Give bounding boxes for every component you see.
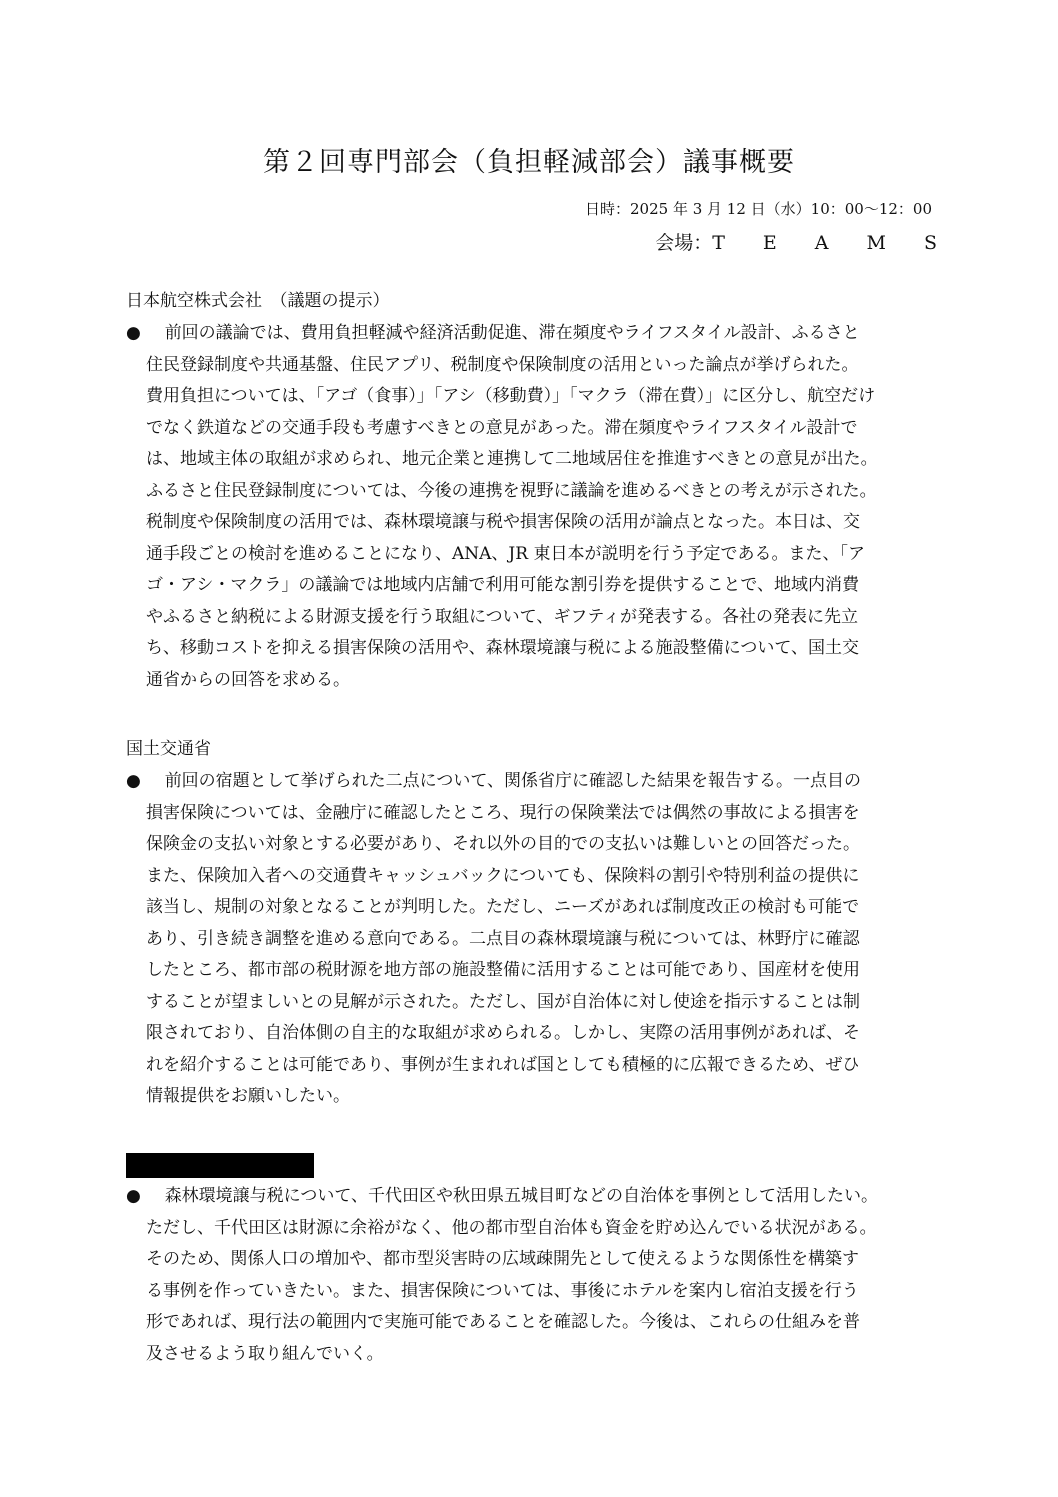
text-line: は、地域主体の取組が求められ、地元企業と連携して二地域居住を推進すべきとの意見が出た。 xyxy=(146,449,878,469)
text-line: 前回の議論では、費用負担軽減や経済活動促進、滞在頻度やライフスタイル設計、ふるさと xyxy=(164,323,860,343)
text-line: また、保険加入者への交通費キャッシュバックについても、保険料の割引や特別利益の提供に xyxy=(146,865,860,886)
text-line: 形であれば、現行法の範囲内で実施可能であることを確認した。今後は、これらの仕組みを普 xyxy=(146,1312,860,1332)
text-line: することが望ましいとの見解が示された。ただし、国が自治体に対し使途を指示することは制 xyxy=(146,991,860,1012)
text-line: 住民登録制度や共通基盤、住民アプリ、税制度や保険制度の活用といった論点が挙げられた。 xyxy=(146,354,859,375)
statement xyxy=(126,766,938,1113)
text-line: あり、引き続き調整を進める意向である。二点目の森林環境譲与税については、林野庁に確認 xyxy=(146,928,860,949)
text-line: 前回の宿題として挙げられた二点について、関係省庁に確認した結果を報告する。一点目の xyxy=(164,771,862,791)
venue-letter: A xyxy=(814,232,829,254)
meeting-venue xyxy=(655,228,937,255)
text-line: 森林環境譲与税について、千代田区や秋田県五城目町などの自治体を事例として活用したい。 xyxy=(164,1186,879,1206)
bullet-icon: ● xyxy=(126,771,141,791)
text-line: でなく鉄道などの交通手段も考慮すべきとの意見があった。滞在頻度やライフスタイル設計で xyxy=(146,417,858,438)
document-title: 第２回専門部会（負担軽減部会）議事概要 xyxy=(263,147,795,178)
text-line: ち、移動コストを抑える損害保険の活用や、森林環境譲与税による施設整備について、国土交 xyxy=(146,638,859,658)
statement xyxy=(126,1181,938,1370)
venue-letter: M xyxy=(866,232,886,254)
venue-letter: S xyxy=(923,232,937,254)
text-line: 情報提供をお願いしたい。 xyxy=(146,1086,350,1106)
section-redacted xyxy=(126,1150,938,1370)
text-line: 該当し、規制の対象となることが判明した。ただし、ニーズがあれば制度改正の検討も可能で xyxy=(146,897,860,917)
text-line: れを紹介することは可能であり、事例が生まれれば国としても積極的に広報できるため、ぜひ xyxy=(146,1054,860,1075)
text-line: る事例を作っていきたい。また、損害保険については、事後にホテルを案内し宿泊支援を行う xyxy=(146,1280,859,1301)
text-line: したところ、都市部の税財源を地方部の施設整備に活用することは可能であり、国産材を使用 xyxy=(146,960,860,980)
redacted-speaker-bar xyxy=(126,1153,314,1178)
meeting-date: 日時：2025 年 3 月 12 日（水）10：00～12：00 xyxy=(585,200,932,218)
text-line: 通省からの回答を求める。 xyxy=(146,669,350,690)
text-line: 及させるよう取り組んでいく。 xyxy=(146,1343,384,1364)
statement-text xyxy=(146,318,938,696)
speaker-name: 日本航空株式会社 （議題の提示） xyxy=(126,291,390,311)
text-line: ふるさと住民登録制度については、今後の連携を視野に議論を進めるべきとの考えが示された。 xyxy=(146,480,877,501)
venue-label: 会場： xyxy=(655,232,713,254)
speaker-name: 国土交通省 xyxy=(126,739,211,759)
text-line: やふるさと納税による財源支援を行う取組について、ギフティが発表する。各社の発表に先立 xyxy=(146,606,858,627)
venue-letter: E xyxy=(762,232,777,254)
statement-text xyxy=(146,766,938,1113)
section-mlit xyxy=(126,734,938,1113)
section-jal xyxy=(126,286,938,696)
bullet-icon: ● xyxy=(126,1186,141,1206)
text-line: 税制度や保険制度の活用では、森林環境譲与税や損害保険の活用が論点となった。本日は、交 xyxy=(146,512,860,532)
text-line: ただし、千代田区は財源に余裕がなく、他の都市型自治体も資金を貯め込んでいる状況がある。 xyxy=(146,1217,877,1238)
statement xyxy=(126,318,938,696)
text-line: 保険金の支払い対象とする必要があり、それ以外の目的での支払いは難しいとの回答だった。 xyxy=(146,834,860,854)
text-line: 費用負担については、「アゴ（食事）」「アシ（移動費）」「マクラ（滞在費）」に区分し、航空だけ xyxy=(146,386,876,406)
venue-letter: T xyxy=(712,232,725,254)
text-line: ゴ・アシ・マクラ」の議論では地域内店舗で利用可能な割引券を提供することで、地域内消費 xyxy=(146,575,859,595)
text-line: 限されており、自治体側の自主的な取組が求められる。しかし、実際の活用事例があれば、そ xyxy=(146,1023,860,1043)
text-line: 損害保険については、金融庁に確認したところ、現行の保険業法では偶然の事故による損害を xyxy=(146,802,860,823)
text-line: 通手段ごとの検討を進めることになり、ANA、JR 東日本が説明を行う予定である。また、「ア xyxy=(146,543,865,564)
bullet-icon: ● xyxy=(126,323,141,343)
statement-text xyxy=(146,1181,938,1370)
text-line: そのため、関係人口の増加や、都市型災害時の広域疎開先として使えるような関係性を構築す xyxy=(146,1249,859,1269)
